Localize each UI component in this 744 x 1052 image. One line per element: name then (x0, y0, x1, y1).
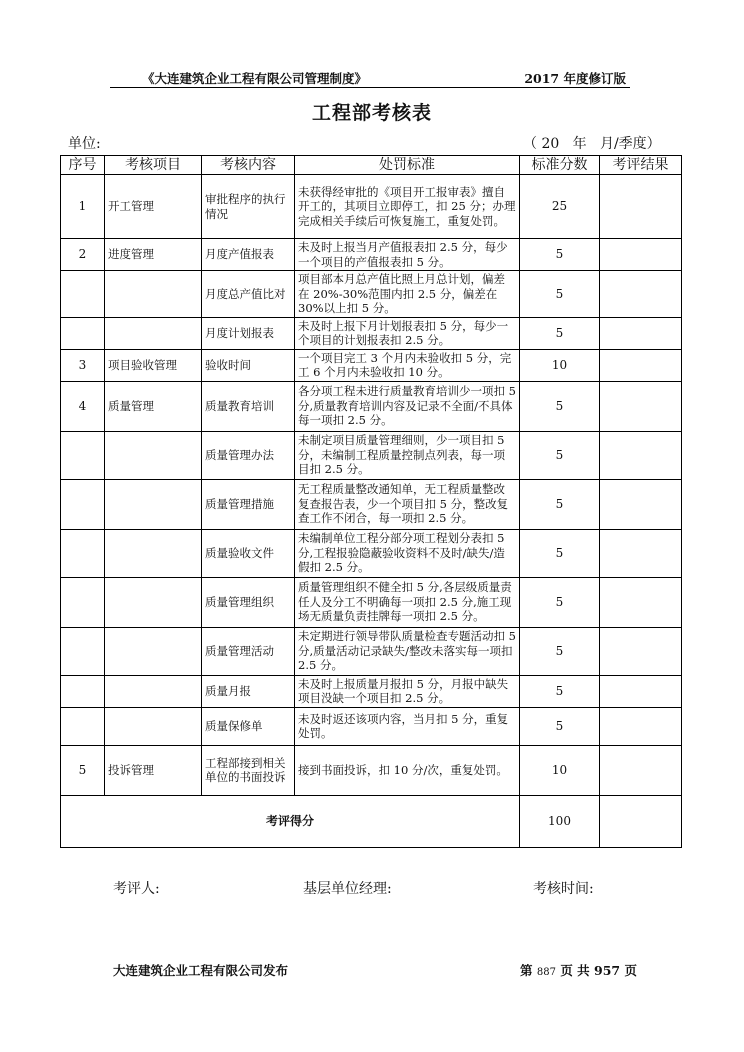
row-standard: 接到书面投诉，扣 10 分/次，重复处罚。 (295, 745, 520, 795)
table-row (61, 675, 682, 707)
table-row (61, 479, 682, 529)
row-content: 质量管理活动 (202, 627, 295, 675)
row-no (61, 317, 105, 349)
row-no: 2 (61, 239, 105, 271)
row-no: 1 (61, 175, 105, 239)
row-no (61, 271, 105, 318)
table-row (61, 381, 682, 431)
row-standard: 未及时返还该项内容，当月扣 5 分，重复处罚。 (295, 707, 520, 745)
table-row (61, 627, 682, 675)
row-content: 质量验收文件 (202, 529, 295, 577)
col-header-no: 序号 (61, 156, 105, 175)
row-score: 5 (520, 239, 600, 271)
table-row (61, 529, 682, 577)
row-item: 质量管理 (105, 381, 202, 431)
assessment-table (60, 155, 682, 848)
row-standard: 一个项目完工 3 个月内未验收扣 5 分，完工 6 个月内未验收扣 10 分。 (295, 349, 520, 381)
row-standard: 质量管理组织不健全扣 5 分,各层级质量责任人及分工不明确每一项扣 2.5 分,施工现场无质量负责挂牌每一项扣 2.5 分。 (295, 577, 520, 627)
table-row (61, 349, 682, 381)
row-score: 25 (520, 175, 600, 239)
period-label: （ 20 年 月/季度） (523, 136, 661, 152)
row-standard: 未及时上报下月计划报表扣 5 分，每少一个项目的计划报表扣 2.5 分。 (295, 317, 520, 349)
col-header-item: 考核项目 (105, 156, 202, 175)
row-item: 投诉管理 (105, 745, 202, 795)
row-result (600, 529, 682, 577)
row-item (105, 627, 202, 675)
page-current: 887 (536, 967, 556, 978)
col-header-standard: 处罚标准 (295, 156, 520, 175)
page-suffix: 页 共 957 页 (560, 963, 637, 978)
row-no (61, 431, 105, 479)
col-header-score: 标准分数 (520, 156, 600, 175)
row-score: 5 (520, 707, 600, 745)
header-title: 《大连建筑企业工程有限公司管理制度》 (142, 71, 368, 86)
row-content: 月度产值报表 (202, 239, 295, 271)
row-result (600, 381, 682, 431)
table-row (61, 271, 682, 318)
row-result (600, 271, 682, 318)
row-no (61, 479, 105, 529)
row-result (600, 479, 682, 529)
total-result-cell (600, 795, 682, 847)
row-no (61, 627, 105, 675)
table-row (61, 317, 682, 349)
page-prefix: 第 (520, 963, 533, 978)
row-no: 5 (61, 745, 105, 795)
row-content: 质量保修单 (202, 707, 295, 745)
row-content: 质量管理组织 (202, 577, 295, 627)
row-standard: 未及时上报当月产值报表扣 2.5 分，每少一个项目的产值报表扣 5 分。 (295, 239, 520, 271)
total-score: 100 (520, 795, 600, 847)
row-score: 5 (520, 271, 600, 318)
row-no: 3 (61, 349, 105, 381)
table-header-row (61, 156, 682, 175)
row-standard: 项目部本月总产值比照上月总计划，偏差在 20%-30%范围内扣 2.5 分，偏差在 30%以上扣 5 分。 (295, 271, 520, 318)
row-score: 5 (520, 675, 600, 707)
row-content: 质量管理办法 (202, 431, 295, 479)
row-score: 10 (520, 349, 600, 381)
total-row (61, 795, 682, 847)
row-result (600, 431, 682, 479)
row-result (600, 175, 682, 239)
row-score: 5 (520, 317, 600, 349)
row-standard: 无工程质量整改通知单，无工程质量整改复查报告表，少一个项目扣 5 分，整改复查工作不闭合，每一项扣 2.5 分。 (295, 479, 520, 529)
header-edition: 2017 年度修订版 (524, 71, 626, 86)
document-header (110, 67, 630, 88)
row-result (600, 707, 682, 745)
row-item (105, 529, 202, 577)
table-row (61, 707, 682, 745)
row-result (600, 239, 682, 271)
table-row (61, 577, 682, 627)
row-item: 进度管理 (105, 239, 202, 271)
row-score: 5 (520, 479, 600, 529)
table-row (61, 175, 682, 239)
row-no: 4 (61, 381, 105, 431)
row-standard: 未编制单位工程分部分项工程划分表扣 5 分,工程报验隐蔽验收资料不及时/缺失/造假扣 2.5 分。 (295, 529, 520, 577)
row-item (105, 479, 202, 529)
page-number (520, 961, 637, 979)
row-content: 月度总产值比对 (202, 271, 295, 318)
row-content: 验收时间 (202, 349, 295, 381)
row-content: 工程部接到相关单位的书面投诉 (202, 745, 295, 795)
row-no (61, 707, 105, 745)
manager-label: 基层单位经理: (303, 881, 392, 897)
row-item (105, 707, 202, 745)
col-header-content: 考核内容 (202, 156, 295, 175)
total-label: 考评得分 (61, 795, 520, 847)
row-result (600, 577, 682, 627)
row-standard: 未定期进行领导带队质量检查专题活动扣 5 分,质量活动记录缺失/整改未落实每一项扣 2.5 分。 (295, 627, 520, 675)
row-content: 质量月报 (202, 675, 295, 707)
row-item (105, 317, 202, 349)
row-score: 5 (520, 627, 600, 675)
row-item (105, 431, 202, 479)
row-result (600, 675, 682, 707)
unit-label: 单位: (68, 136, 101, 152)
row-standard: 各分项工程未进行质量教育培训少一项扣 5 分,质量教育培训内容及记录不全面/不具体每一项扣 2.5 分。 (295, 381, 520, 431)
table-row (61, 239, 682, 271)
row-score: 5 (520, 431, 600, 479)
row-no (61, 577, 105, 627)
table-row (61, 431, 682, 479)
row-result (600, 627, 682, 675)
row-score: 10 (520, 745, 600, 795)
row-content: 质量管理措施 (202, 479, 295, 529)
row-standard: 未获得经审批的《项目开工报审表》擅自开工的，其项目立即停工，扣 25 分；办理完成相关手续后可恢复施工，重复处罚。 (295, 175, 520, 239)
row-item: 项目验收管理 (105, 349, 202, 381)
table-row (61, 745, 682, 795)
row-score: 5 (520, 577, 600, 627)
row-item (105, 577, 202, 627)
row-no (61, 675, 105, 707)
row-item (105, 675, 202, 707)
row-score: 5 (520, 529, 600, 577)
col-header-result: 考评结果 (600, 156, 682, 175)
row-no (61, 529, 105, 577)
reviewer-label: 考评人: (113, 881, 160, 897)
page-title: 工程部考核表 (311, 102, 432, 124)
row-result (600, 745, 682, 795)
row-standard: 未及时上报质量月报扣 5 分，月报中缺失项目没缺一个项目扣 2.5 分。 (295, 675, 520, 707)
review-time-label: 考核时间: (533, 881, 594, 897)
row-score: 5 (520, 381, 600, 431)
row-result (600, 349, 682, 381)
row-item: 开工管理 (105, 175, 202, 239)
row-content: 月度计划报表 (202, 317, 295, 349)
row-content: 质量教育培训 (202, 381, 295, 431)
row-item (105, 271, 202, 318)
row-content: 审批程序的执行情况 (202, 175, 295, 239)
row-standard: 未制定项目质量管理细则，少一项目扣 5 分，未编制工程质量控制点列表，每一项目扣 2.5 分。 (295, 431, 520, 479)
row-result (600, 317, 682, 349)
publisher: 大连建筑企业工程有限公司发布 (113, 963, 289, 978)
